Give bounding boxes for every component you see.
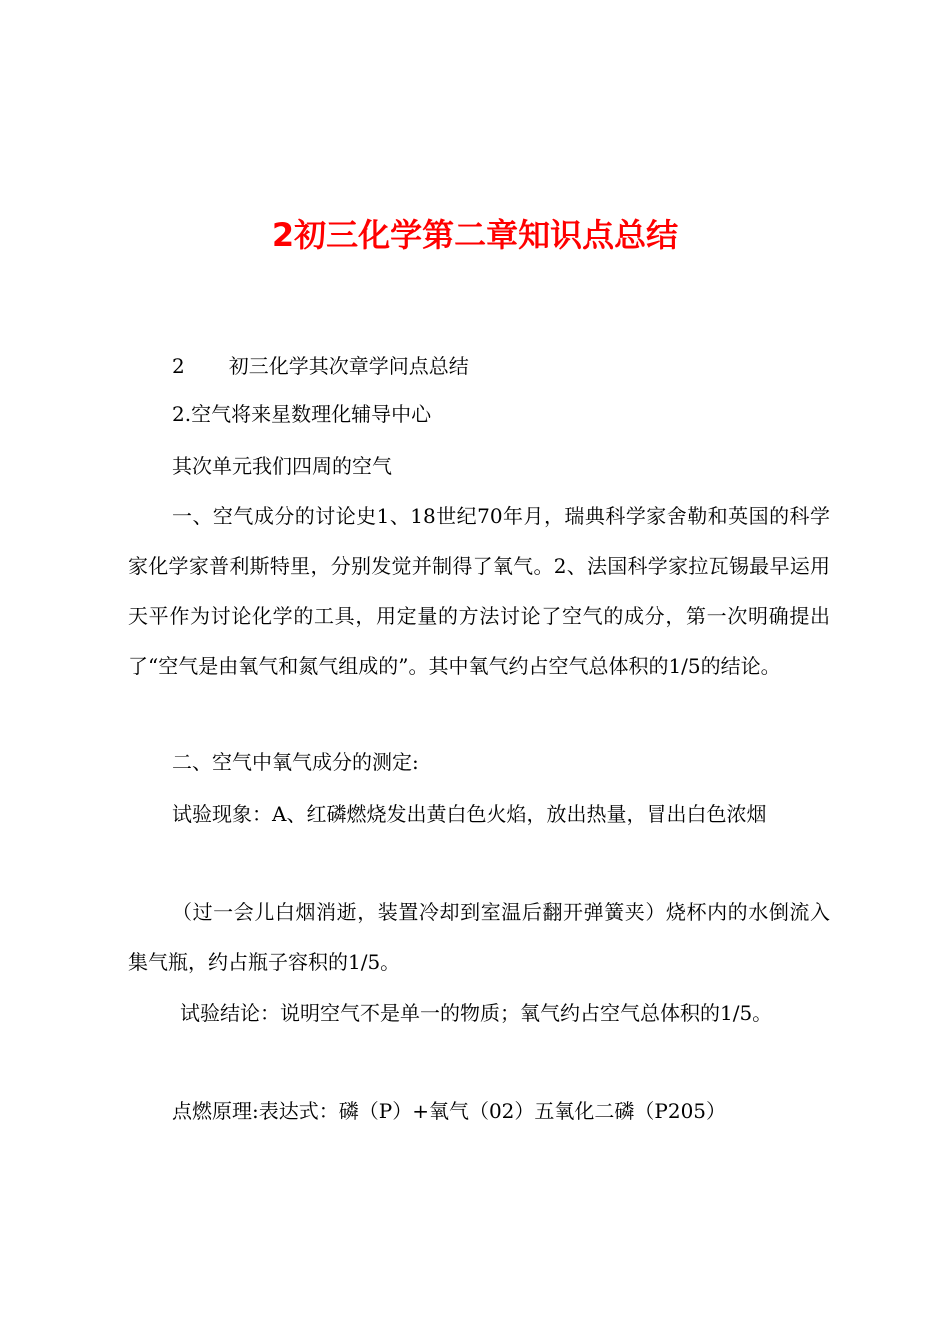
paragraph: 试验结论：说明空气不是单一的物质；氧气约占空气总体积的1/5。: [180, 1001, 773, 1025]
paragraph: 一、空气成分的讨论史1、18世纪70年月，瑞典科学家舍勒和英国的科学家化学家普利斯特里，分别发觉并制得了氧气。2、法国科学家拉瓦锡最早运用天平作为讨论化学的工具，用定量的方法讨论了空气的成分，第一次明确提出了“空气是由氧气和氮气组成的”。其中氧气约占空气总体积的1/5的结论。: [128, 504, 830, 678]
text-line: 试验现象：A、红磷燃烧发出黄白色火焰，放出热量，冒出白色浓烟: [172, 802, 767, 826]
text-line: 点燃原理:表达式：磷（P）+氧气（02）五氧化二磷（P205）: [172, 1099, 727, 1123]
heading-number: 2: [172, 354, 185, 378]
heading-line: [128, 351, 874, 381]
text-line: 其次单元我们四周的空气: [172, 454, 392, 478]
paragraph: （过一会儿白烟消逝，装置冷却到室温后翻开弹簧夹）烧杯内的水倒流入集气瓶，约占瓶子容积的1/5。: [128, 900, 830, 974]
section-heading: 二、空气中氧气成分的测定:: [172, 750, 419, 774]
document-title: 2初三化学第二章知识点总结: [271, 216, 679, 254]
text-line: 2.空气将来星数理化辅导中心: [172, 402, 432, 426]
heading-text: 初三化学其次章学问点总结: [228, 354, 469, 378]
